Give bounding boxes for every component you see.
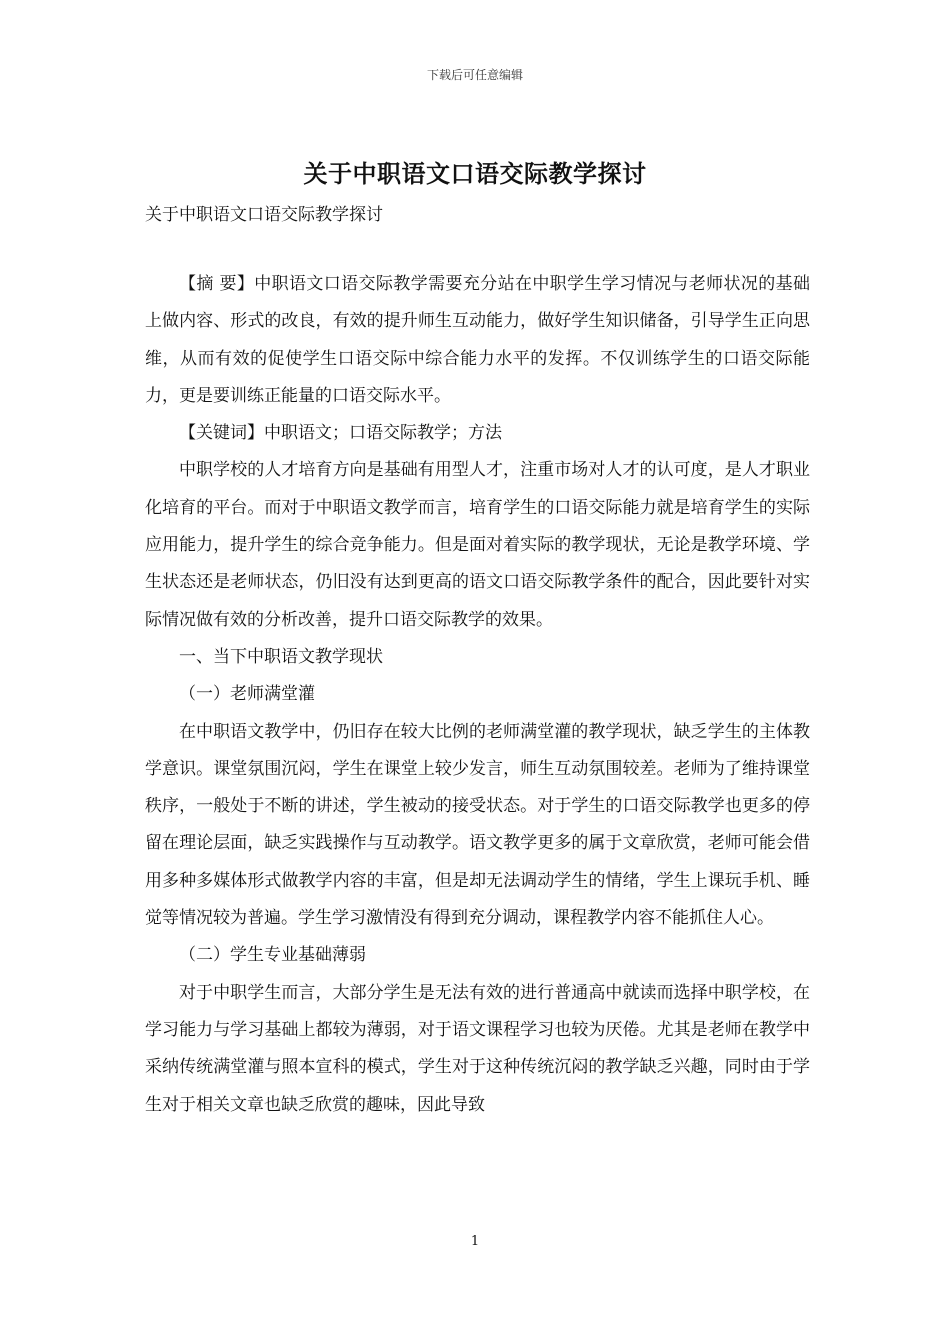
keywords-paragraph: 【关键词】中职语文；口语交际教学；方法 [179, 423, 502, 444]
body-paragraph: 对于中职学生而言，大部分学生是无法有效的进行普通高中就读而选择中职学校，在学习能力与学习基础上都较为薄弱，对于语文课程学习也较为厌倦。尤其是老师在教学中采纳传统满堂灌与照本宣科的模式，学生对于这种传统沉闷的教学缺乏兴趣，同时由于学生对于相关文章也缺乏欣赏的趣味，因此导致 [145, 982, 810, 1115]
abstract-paragraph: 【摘 要】中职语文口语交际教学需要充分站在中职学生学习情况与老师状况的基础上做内容、形式的改良，有效的提升师生互动能力，做好学生知识储备，引导学生正向思维，从而有效的促使学生口语交际中综合能力水平的发挥。不仅训练学生的口语交际能力，更是要训练正能量的口语交际水平。 [145, 274, 810, 406]
subsection-heading-2: （二）学生专业基础薄弱 [179, 945, 366, 966]
body-paragraph: 在中职语文教学中，仍旧存在较大比例的老师满堂灌的教学现状，缺乏学生的主体教学意识。课堂氛围沉闷，学生在课堂上较少发言，师生互动氛围较差。老师为了维持课堂秩序，一般处于不断的讲述，学生被动的接受状态。对于学生的口语交际教学也更多的停留在理论层面，缺乏实践操作与互动教学。语文教学更多的属于文章欣赏，老师可能会借用多种多媒体形式做教学内容的丰富，但是却无法调动学生的情绪，学生上课玩手机、睡觉等情况较为普遍。学生学习激情没有得到充分调动，课程教学内容不能抓住人心。 [145, 721, 810, 929]
document-body [145, 266, 810, 1124]
page-number: 1 [470, 1234, 480, 1249]
subsection-heading-1: （一）老师满堂灌 [179, 684, 315, 705]
document-title: 关于中职语文口语交际教学探讨 [303, 159, 647, 188]
document-subtitle: 关于中职语文口语交际教学探讨 [145, 205, 383, 225]
page-header-note: 下载后可任意编辑 [426, 68, 523, 82]
intro-paragraph: 中职学校的人才培育方向是基础有用型人才，注重市场对人才的认可度，是人才职业化培育的平台。而对于中职语文教学而言，培育学生的口语交际能力就是培育学生的实际应用能力，提升学生的综合竞争能力。但是面对着实际的教学现状，无论是教学环境、学生状态还是老师状态，仍旧没有达到更高的语文口语交际教学条件的配合，因此要针对实际情况做有效的分析改善，提升口语交际教学的效果。 [145, 460, 810, 630]
section-heading-1: 一、当下中职语文教学现状 [179, 646, 383, 667]
